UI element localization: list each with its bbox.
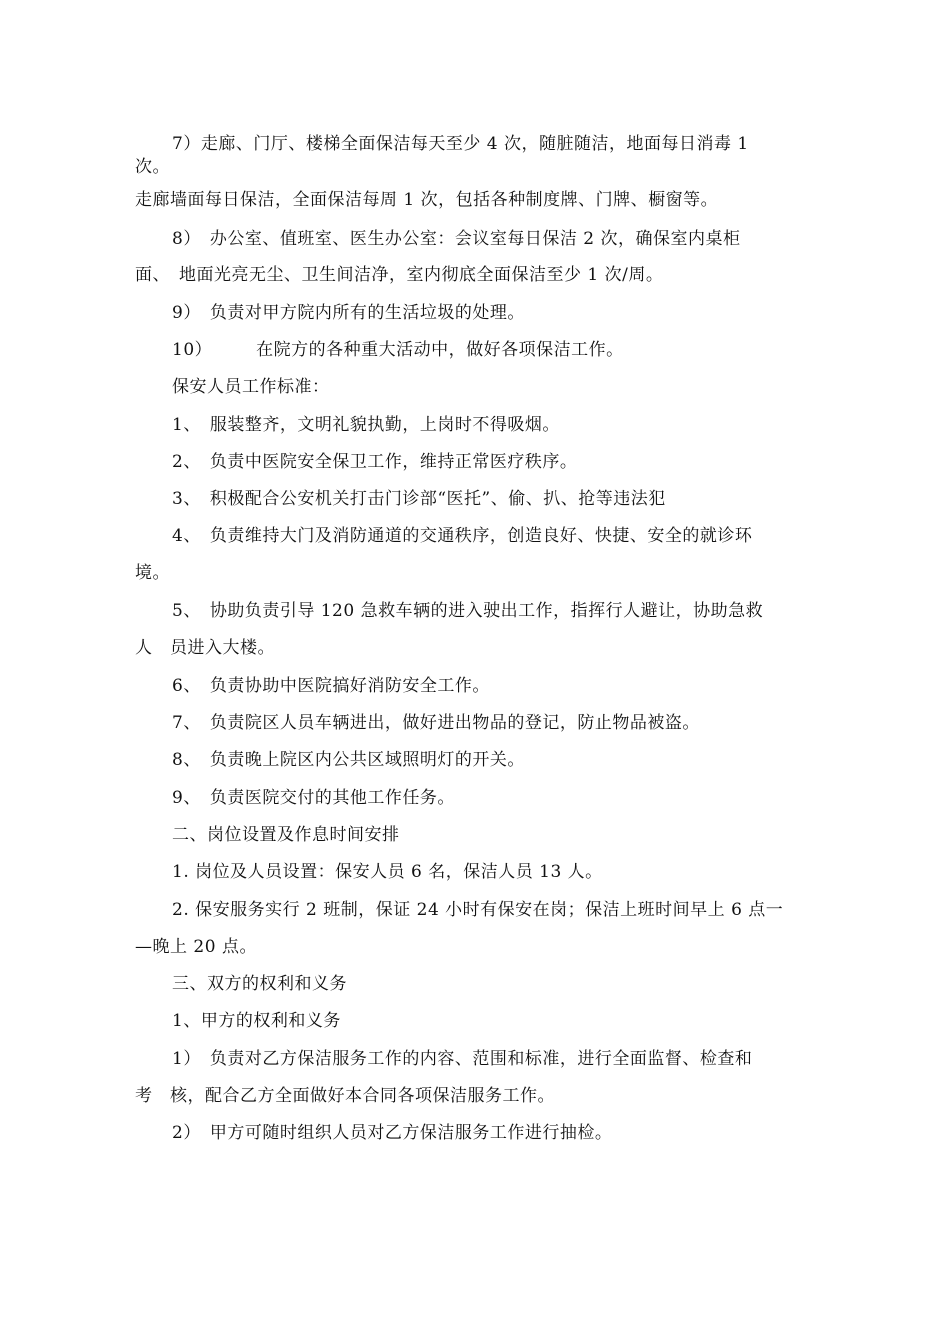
paragraph-line: 2） 甲方可随时组织人员对乙方保洁服务工作进行抽检。 <box>172 1123 613 1143</box>
paragraph-line: 4、 负责维持大门及消防通道的交通秩序，创造良好、快捷、安全的就诊环 <box>172 526 753 546</box>
paragraph-line: 9、 负责医院交付的其他工作任务。 <box>172 788 455 808</box>
paragraph-line: —晚上 20 点。 <box>135 937 257 957</box>
paragraph-line: 8） 办公室、值班室、医生办公室：会议室每日保洁 2 次，确保室内桌柜 <box>172 229 741 249</box>
section-heading: 保安人员工作标准： <box>172 377 330 397</box>
paragraph-line: 3、 积极配合公安机关打击门诊部“医托”、偷、扒、抢等违法犯 <box>172 489 666 509</box>
paragraph-line: 5、 协助负责引导 120 急救车辆的进入驶出工作，指挥行人避让，协助急救 <box>172 601 764 621</box>
subsection-heading: 1、甲方的权利和义务 <box>172 1011 341 1031</box>
paragraph-line: 2. 保安服务实行 2 班制，保证 24 小时有保安在岗；保洁上班时间早上 6 点一 <box>172 900 784 920</box>
paragraph-line: 面、 地面光亮无尘、卫生间洁净，室内彻底全面保洁至少 1 次/周。 <box>135 265 664 285</box>
paragraph-line: 7、 负责院区人员车辆进出，做好进出物品的登记，防止物品被盗。 <box>172 713 700 733</box>
paragraph-line: 2、 负责中医院安全保卫工作，维持正常医疗秩序。 <box>172 452 578 472</box>
paragraph-line: 9） 负责对甲方院内所有的生活垃圾的处理。 <box>172 303 525 323</box>
paragraph-line: 6、 负责协助中医院搞好消防安全工作。 <box>172 676 490 696</box>
paragraph-line: 走廊墙面每日保洁，全面保洁每周 1 次，包括各种制度牌、门牌、橱窗等。 <box>135 190 719 210</box>
paragraph-line: 10） 在院方的各种重大活动中，做好各项保洁工作。 <box>172 340 624 360</box>
paragraph-line: 1、 服装整齐，文明礼貌执勤，上岗时不得吸烟。 <box>172 415 560 435</box>
paragraph-line: 1） 负责对乙方保洁服务工作的内容、范围和标准，进行全面监督、检查和 <box>172 1049 753 1069</box>
section-heading: 二、岗位设置及作息时间安排 <box>172 825 400 845</box>
section-heading: 三、双方的权利和义务 <box>172 974 347 994</box>
paragraph-line: 人 员进入大楼。 <box>135 638 275 658</box>
paragraph-line: 考 核，配合乙方全面做好本合同各项保洁服务工作。 <box>135 1086 555 1106</box>
paragraph-line: 1. 岗位及人员设置：保安人员 6 名，保洁人员 13 人。 <box>172 862 603 882</box>
paragraph-line: 7）走廊、门厅、楼梯全面保洁每天至少 4 次，随脏随洁，地面每日消毒 1 <box>172 134 749 154</box>
paragraph-line: 8、 负责晚上院区内公共区域照明灯的开关。 <box>172 750 525 770</box>
paragraph-line: 境。 <box>135 563 170 583</box>
paragraph-line: 次。 <box>135 157 170 177</box>
